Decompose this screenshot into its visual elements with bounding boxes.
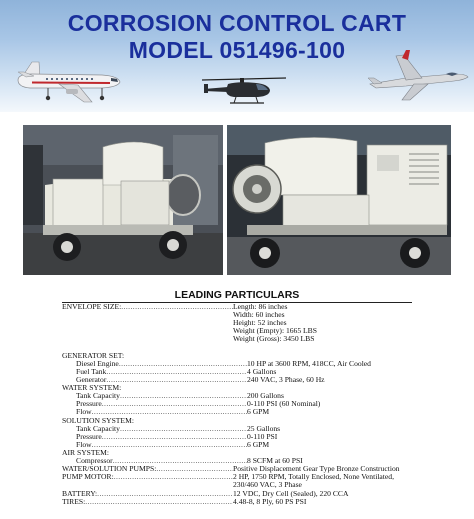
cart-photo-right (227, 125, 451, 275)
leader-dots (119, 360, 247, 368)
header-banner (0, 0, 474, 112)
spec-value: Weight (Empty): 1665 LBS (233, 326, 317, 336)
spec-label: Generator (76, 375, 107, 384)
leader-dots (102, 433, 247, 441)
leader-dots (85, 498, 233, 506)
spec-value: 6 GPM (247, 407, 270, 417)
page-title-line2: MODEL 051496-100 (128, 37, 346, 63)
leader-dots (106, 368, 247, 376)
spec-label: Flow (76, 440, 92, 449)
leader-dots (120, 425, 247, 433)
spec-label: Tank Capacity (76, 424, 120, 433)
spec-value: Weight (Gross): 3450 LBS (233, 334, 315, 344)
spec-value: Length: 86 inches (233, 302, 288, 311)
spec-value: 6 GPM (247, 439, 270, 449)
spec-value: Height: 52 inches (233, 318, 287, 328)
cart-photo-left (23, 125, 223, 275)
leader-dots (113, 457, 247, 465)
spec-label: TIRES: (62, 497, 86, 506)
leader-dots (92, 441, 247, 449)
spec-label: BATTERY: (62, 489, 98, 498)
spec-label: Compressor (76, 457, 113, 466)
page-title-line1: CORROSION CONTROL CART (67, 10, 407, 36)
spec-label: ENVELOPE SIZE: (62, 303, 122, 311)
spec-row (62, 335, 462, 343)
spec-row (62, 376, 462, 384)
spec-value: 2 HP, 1750 RPM, Totally Enclosed, None Ventilated, (233, 472, 394, 482)
airliner-icon (14, 58, 122, 106)
leader-dots (121, 303, 233, 311)
spec-heading: GENERATOR SET: (62, 351, 125, 360)
leader-dots (106, 376, 247, 384)
spec-label: Pressure (76, 400, 102, 409)
spec-label: WATER/SOLUTION PUMPS: (62, 465, 157, 474)
helicopter-icon (198, 72, 290, 108)
spec-value: 240 VAC, 3 Phase, 60 Hz (247, 374, 325, 384)
spec-value: 12 VDC, Dry Cell (Sealed), 220 CCA (233, 488, 349, 498)
spec-value: Positive Displacement Gear Type Bronze Construction (233, 464, 400, 474)
spec-value: 4.48-8, 8 Ply, 60 PS PSI (233, 496, 307, 506)
spec-heading: SOLUTION SYSTEM: (62, 416, 134, 425)
spec-label: Pressure (76, 432, 102, 441)
spec-heading: WATER SYSTEM: (62, 384, 122, 393)
spec-label: PUMP MOTOR: (62, 473, 114, 482)
leader-dots (156, 465, 233, 473)
spec-table (62, 303, 462, 506)
spec-value: 0-110 PSI (60 Nominal) (247, 399, 321, 409)
spec-label: Fuel Tank (76, 367, 107, 376)
spec-row-tires (62, 498, 462, 506)
spec-label: Diesel Engine (76, 359, 119, 368)
spec-value: 10 HP at 3600 RPM, 418CC, Air Cooled (247, 358, 371, 368)
spec-value: Width: 60 inches (233, 310, 285, 320)
spec-row (62, 408, 462, 416)
spec-value: 200 Gallons (247, 391, 284, 401)
spec-label: Tank Capacity (76, 392, 120, 401)
spec-value: 25 Gallons (247, 423, 281, 433)
spec-heading: AIR SYSTEM: (62, 448, 110, 457)
section-title: LEADING PARTICULARS (174, 289, 300, 301)
leader-dots (97, 490, 233, 498)
spec-value: 8 SCFM at 60 PSI (247, 456, 303, 466)
spec-value: 230/460 VAC, 3 Phase (233, 480, 302, 490)
spec-label: Flow (76, 408, 92, 417)
spec-value: 0-110 PSI (247, 431, 278, 441)
spec-value: 4 Gallons (247, 366, 277, 376)
leader-dots (120, 392, 247, 400)
spacer (62, 344, 462, 352)
leader-dots (114, 473, 233, 481)
leader-dots (102, 400, 247, 408)
spec-row (62, 441, 462, 449)
leader-dots (92, 408, 247, 416)
